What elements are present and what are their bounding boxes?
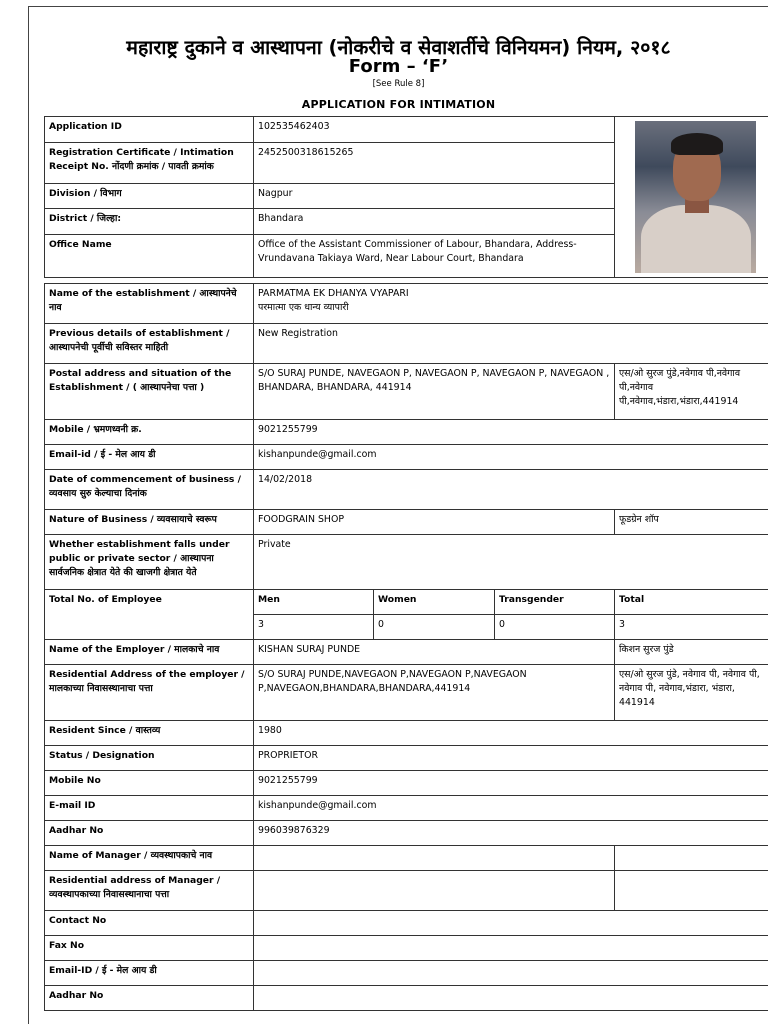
registration-label: Registration Certificate / Intimation Receipt No. नोंदणी क्रमांक / पावती क्रमांक [45,142,254,183]
fax-label: Fax No [45,936,254,961]
row-resident-since [45,721,768,746]
row-nature [45,510,768,535]
division-label: Division / विभाग [45,183,254,209]
manager-email-value [254,961,768,986]
row-aadhar [45,821,768,846]
row-employees-header [45,590,768,615]
contact-label: Contact No [45,911,254,936]
manager-email-label: Email-ID / ई - मेल आय डी [45,961,254,986]
form-name: Form – ‘F’ [348,56,449,77]
email-label: Email-id / ई - मेल आय डी [45,445,254,470]
row-previous-details [45,324,768,364]
manager-aadhar-label: Aadhar No [45,986,254,1011]
row-fax [45,936,768,961]
form-page [28,6,768,1024]
row-status [45,746,768,771]
row-establishment-name [45,284,768,324]
manager-name-value [254,846,615,871]
sector-label: Whether establishment falls under public or private sector / आस्थापना सार्वजनिक क्षेत्रात येते की खाजगी क्षेत्रात येते [45,535,254,590]
aadhar-value: 996039876329 [254,821,768,846]
nature-value: FOODGRAIN SHOP [254,510,615,535]
office-name-value: Office of the Assistant Commissioner of Labour, Bhandara, Address- Vrundavana Takiaya Ward, Near Labour Court, Bhandara [254,234,615,277]
men-header: Men [254,590,374,615]
row-commencement [45,470,768,510]
establishment-name-value: PARMATMA EK DHANYA VYAPARI [258,288,409,299]
application-title: APPLICATION FOR INTIMATION [301,98,496,111]
status-value: PROPRIETOR [254,746,768,771]
row-contact [45,911,768,936]
nature-marathi: फूडग्रेन शॉप [615,510,768,535]
manager-name-marathi [615,846,768,871]
manager-address-label: Residential address of Manager / व्यवस्थापकाच्या निवासस्थानाचा पत्ता [45,871,254,911]
row-sector [45,535,768,590]
employer-name-marathi: किशन सुरज पुंडे [615,640,768,665]
postal-address-label: Postal address and situation of the Establishment / ( आस्थापनेचा पत्ता ) [45,364,254,420]
district-label: District / जिल्हा: [45,209,254,235]
transgender-value: 0 [495,615,615,640]
previous-details-value: New Registration [254,324,768,364]
employer-name-label: Name of the Employer / मालकाचे नाव [45,640,254,665]
photo-cell [615,117,768,278]
resident-since-label: Resident Since / वास्तव्य [45,721,254,746]
manager-address-value [254,871,615,911]
employer-mobile-label: Mobile No [45,771,254,796]
mobile-value: 9021255799 [254,420,768,445]
employer-email-label: E-mail ID [45,796,254,821]
application-table [44,116,768,1011]
transgender-header: Transgender [495,590,615,615]
division-value: Nagpur [254,183,615,209]
row-manager-email [45,961,768,986]
manager-aadhar-value [254,986,768,1011]
sector-value: Private [254,535,768,590]
row-manager-address [45,871,768,911]
residential-address-value: S/O SURAJ PUNDE,NAVEGAON P,NAVEGAON P,NAVEGAON P,NAVEGAON,BHANDARA,BHANDARA,441914 [254,665,615,721]
previous-details-label: Previous details of establishment / आस्थापनेची पूर्वीची सविस्तर माहिती [45,324,254,364]
women-header: Women [374,590,495,615]
row-manager-aadhar [45,986,768,1011]
row-employer-name [45,640,768,665]
employees-label: Total No. of Employee [45,590,254,640]
nature-label: Nature of Business / व्यवसायाचे स्वरूप [45,510,254,535]
employer-name-value: KISHAN SURAJ PUNDE [254,640,615,665]
manager-address-marathi [615,871,768,911]
registration-value: 2452500318615265 [254,142,615,183]
employer-email-value: kishanpunde@gmail.com [254,796,768,821]
commencement-value: 14/02/2018 [254,470,768,510]
total-header: Total [615,590,768,615]
row-manager-name [45,846,768,871]
establishment-name-marathi: परमात्मा एक धान्य व्यापारी [258,302,349,313]
form-title-marathi: महाराष्ट्र दुकाने व आस्थापना (नोकरीचे व सेवाशर्तीचे विनियमन) नियम, २०१८ [126,36,671,59]
district-value: Bhandara [254,209,615,235]
applicant-photo [635,121,756,273]
mobile-label: Mobile / भ्रमणध्वनी क्र. [45,420,254,445]
fax-value [254,936,768,961]
commencement-label: Date of commencement of business / व्यवसाय सुरु केल्याचा दिनांक [45,470,254,510]
rule-reference: [See Rule 8] [372,79,425,89]
application-id-value: 102535462403 [254,117,615,143]
women-value: 0 [374,615,495,640]
postal-address-value: S/O SURAJ PUNDE, NAVEGAON P, NAVEGAON P, NAVEGAON P, NAVEGAON , BHANDARA, BHANDARA, 441914 [254,364,615,420]
employer-mobile-value: 9021255799 [254,771,768,796]
manager-name-label: Name of Manager / व्यवस्थापकाचे नाव [45,846,254,871]
row-postal-address [45,364,768,420]
establishment-name-label: Name of the establishment / आस्थापनेचे नाव [45,284,254,324]
aadhar-label: Aadhar No [45,821,254,846]
row-employer-email [45,796,768,821]
row-email [45,445,768,470]
email-value: kishanpunde@gmail.com [254,445,768,470]
establishment-name-cell [254,284,768,324]
row-employer-mobile [45,771,768,796]
residential-address-marathi: एस/ओ सुरज पुंडे, नवेगाव पी, नवेगाव पी, नवेगाव पी, नवेगाव,भंडारा, भंडारा, 441914 [615,665,768,721]
contact-value [254,911,768,936]
men-value: 3 [254,615,374,640]
row-residential-address [45,665,768,721]
resident-since-value: 1980 [254,721,768,746]
postal-address-marathi: एस/ओ सुरज पुंडे,नवेगाव पी,नवेगाव पी,नवेगाव पी,नवेगाव,भंडारा,भंडारा,441914 [615,364,768,420]
office-name-label: Office Name [45,234,254,277]
row-application-id [45,117,768,143]
status-label: Status / Designation [45,746,254,771]
application-id-label: Application ID [45,117,254,143]
residential-address-label: Residential Address of the employer / मालकाच्या निवासस्थानाचा पत्ता [45,665,254,721]
row-mobile [45,420,768,445]
total-value: 3 [615,615,768,640]
